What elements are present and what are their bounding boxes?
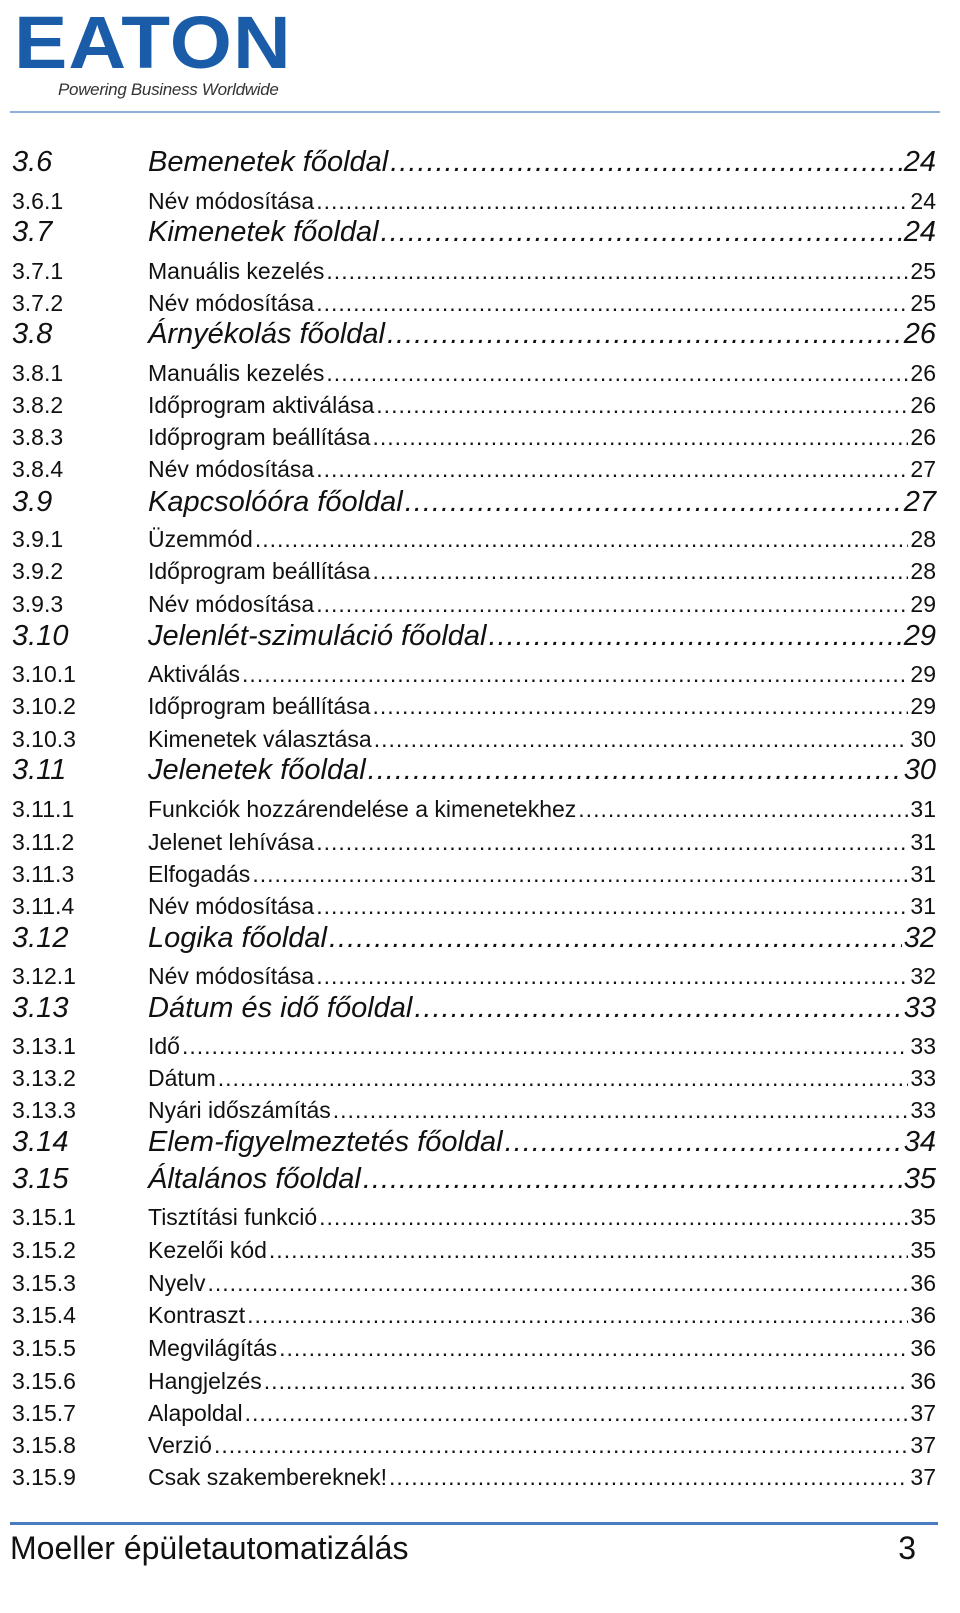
toc-page-number: 35 (910, 1237, 936, 1263)
toc-entry[interactable] (12, 591, 936, 621)
footer-title: Moeller épületautomatizálás (10, 1530, 409, 1566)
toc-leader-dots (381, 216, 902, 249)
toc-number: 3.15.5 (12, 1335, 76, 1361)
toc-leader-dots (372, 424, 908, 451)
toc-title: Tisztítási funkció (148, 1204, 318, 1230)
toc-number: 3.15.2 (12, 1237, 76, 1263)
toc-entry[interactable] (12, 1368, 936, 1398)
toc-entry[interactable] (12, 661, 936, 691)
toc-title: Dátum és idő főoldal (148, 992, 413, 1024)
toc-page-number: 31 (910, 829, 936, 855)
toc-title: Aktiválás (148, 661, 241, 687)
toc-page-number: 34 (903, 1126, 936, 1158)
toc-leader-dots (405, 486, 902, 519)
page-header (0, 0, 960, 116)
toc-leader-dots (387, 318, 902, 351)
toc-page-number: 29 (910, 661, 936, 687)
toc-title: Kapcsolóóra főoldal (148, 486, 403, 518)
toc-leader-dots (389, 1464, 908, 1491)
toc-leader-dots (316, 456, 908, 483)
toc-title: Név módosítása (148, 963, 315, 989)
toc-title: Idő (148, 1033, 180, 1059)
toc-entry[interactable] (12, 893, 936, 923)
toc-number: 3.13 (12, 992, 69, 1024)
toc-page-number: 36 (910, 1302, 936, 1328)
toc-page-number: 26 (903, 318, 936, 350)
toc-title: Dátum (148, 1065, 216, 1091)
toc-title: Kimenetek főoldal (148, 216, 379, 248)
toc-leader-dots (264, 1368, 909, 1395)
toc-title: Árnyékolás főoldal (148, 318, 385, 350)
toc-page-number: 24 (903, 216, 936, 248)
toc-number: 3.8.4 (12, 456, 64, 482)
toc-entry[interactable] (12, 1400, 936, 1430)
toc-leader-dots (326, 258, 908, 285)
toc-page-number: 26 (910, 360, 936, 386)
toc-title: Jelenet lehívása (148, 829, 315, 855)
toc-number: 3.9.3 (12, 591, 64, 617)
toc-entry[interactable] (12, 424, 936, 454)
toc-number: 3.7.2 (12, 290, 64, 316)
toc-entry[interactable] (12, 754, 936, 790)
toc-entry[interactable] (12, 318, 936, 354)
toc-leader-dots (578, 796, 908, 823)
toc-title: Jelenlét-szimuláció főoldal (148, 620, 487, 652)
toc-page-number: 29 (903, 620, 936, 652)
toc-number: 3.15.9 (12, 1464, 76, 1490)
toc-title: Hangjelzés (148, 1368, 262, 1394)
toc-leader-dots (316, 829, 908, 856)
toc-page-number: 37 (910, 1400, 936, 1426)
toc-leader-dots (182, 1033, 908, 1060)
toc-title: Időprogram aktiválása (148, 392, 375, 418)
toc-number: 3.11 (12, 754, 67, 786)
toc-leader-dots (363, 1163, 902, 1196)
toc-title: Verzió (148, 1432, 212, 1458)
toc-page-number: 36 (910, 1270, 936, 1296)
toc-number: 3.11.4 (12, 893, 75, 919)
toc-title: Név módosítása (148, 188, 315, 214)
toc-entry[interactable] (12, 1237, 936, 1267)
toc-leader-dots (372, 693, 908, 720)
toc-page-number: 26 (910, 424, 936, 450)
toc-entry[interactable] (12, 1335, 936, 1365)
toc-number: 3.15.3 (12, 1270, 76, 1296)
toc-title: Nyelv (148, 1270, 206, 1296)
toc-number: 3.10.1 (12, 661, 76, 687)
toc-entry[interactable] (12, 796, 936, 826)
toc-page-number: 24 (910, 188, 936, 214)
toc-entry[interactable] (12, 1033, 936, 1063)
toc-leader-dots (316, 963, 908, 990)
toc-page-number: 35 (903, 1163, 936, 1195)
toc-number: 3.13.1 (12, 1033, 76, 1059)
toc-leader-dots (374, 726, 909, 753)
logo-tagline: Powering Business Worldwide (58, 80, 279, 99)
toc-title: Manuális kezelés (148, 360, 325, 386)
toc-number: 3.9 (12, 486, 53, 518)
toc-number: 3.8.3 (12, 424, 64, 450)
toc-title: Nyári időszámítás (148, 1097, 331, 1123)
toc-page-number: 25 (910, 258, 936, 284)
toc-title: Funkciók hozzárendelése a kimenetekhez (148, 796, 577, 822)
toc-number: 3.6.1 (12, 188, 64, 214)
toc-page-number: 25 (910, 290, 936, 316)
header-divider (10, 111, 940, 113)
toc-page-number: 26 (910, 392, 936, 418)
toc-number: 3.10 (12, 620, 69, 652)
toc-number: 3.8 (12, 318, 53, 350)
toc-number: 3.15.6 (12, 1368, 76, 1394)
toc-title: Időprogram beállítása (148, 558, 371, 584)
toc-entry[interactable] (12, 1126, 936, 1162)
toc-entry[interactable] (12, 1432, 936, 1462)
toc-leader-dots (269, 1237, 908, 1264)
toc-page-number: 32 (910, 963, 936, 989)
toc-page-number: 36 (910, 1368, 936, 1394)
toc-page-number: 29 (910, 693, 936, 719)
toc-page-number: 28 (910, 558, 936, 584)
toc-page-number: 29 (910, 591, 936, 617)
toc-page-number: 28 (910, 526, 936, 552)
toc-entry[interactable] (12, 1097, 936, 1127)
toc-page-number: 31 (910, 861, 936, 887)
toc-page-number: 33 (910, 1065, 936, 1091)
toc-number: 3.9.1 (12, 526, 64, 552)
toc-page-number: 36 (910, 1335, 936, 1361)
toc-leader-dots (214, 1432, 908, 1459)
toc-entry[interactable] (12, 456, 936, 486)
toc-title: Logika főoldal (148, 922, 327, 954)
toc-title: Név módosítása (148, 290, 315, 316)
toc-entry[interactable] (12, 992, 936, 1028)
toc-leader-dots (390, 146, 902, 179)
toc-number: 3.6 (12, 146, 53, 178)
toc-entry[interactable] (12, 1163, 936, 1199)
toc-title: Kimenetek választása (148, 726, 372, 752)
toc-leader-dots (319, 1204, 908, 1231)
toc-title: Név módosítása (148, 456, 315, 482)
toc-entry[interactable] (12, 829, 936, 859)
toc-leader-dots (414, 992, 901, 1025)
toc-entry[interactable] (12, 1065, 936, 1095)
toc-title: Név módosítása (148, 591, 315, 617)
toc-page-number: 31 (910, 893, 936, 919)
toc-leader-dots (279, 1335, 908, 1362)
toc-title: Időprogram beállítása (148, 424, 371, 450)
toc-entry[interactable] (12, 693, 936, 723)
toc-number: 3.11.1 (12, 796, 75, 822)
toc-leader-dots (316, 290, 908, 317)
toc-title: Alapoldal (148, 1400, 243, 1426)
toc-entry[interactable] (12, 1204, 936, 1234)
toc-entry[interactable] (12, 188, 936, 218)
footer-divider (10, 1522, 938, 1525)
toc-title: Elfogadás (148, 861, 251, 887)
toc-page-number: 30 (903, 754, 936, 786)
toc-leader-dots (368, 754, 902, 787)
toc-page-number: 31 (910, 796, 936, 822)
toc-number: 3.15.8 (12, 1432, 76, 1458)
toc-number: 3.13.3 (12, 1097, 76, 1123)
toc-number: 3.8.2 (12, 392, 64, 418)
toc-title: Megvilágítás (148, 1335, 278, 1361)
toc-leader-dots (376, 392, 908, 419)
toc-page-number: 33 (903, 992, 936, 1024)
toc-number: 3.11.2 (12, 829, 75, 855)
toc-page-number: 27 (910, 456, 936, 482)
toc-entry[interactable] (12, 486, 936, 522)
toc-page-number: 37 (910, 1432, 936, 1458)
toc-leader-dots (218, 1065, 909, 1092)
toc-title: Kontraszt (148, 1302, 246, 1328)
toc-entry[interactable] (12, 392, 936, 422)
toc-leader-dots (208, 1270, 909, 1297)
toc-title: Üzemmód (148, 526, 253, 552)
toc-title: Manuális kezelés (148, 258, 325, 284)
toc-entry[interactable] (12, 620, 936, 656)
toc-leader-dots (372, 558, 908, 585)
toc-number: 3.15 (12, 1163, 69, 1195)
toc-title: Név módosítása (148, 893, 315, 919)
toc-title: Elem-figyelmeztetés főoldal (148, 1126, 503, 1158)
toc-leader-dots (489, 620, 902, 653)
toc-page-number: 35 (910, 1204, 936, 1230)
toc-page-number: 33 (910, 1033, 936, 1059)
toc-number: 3.11.3 (12, 861, 75, 887)
toc-page-number: 32 (903, 922, 936, 954)
toc-number: 3.13.2 (12, 1065, 76, 1091)
toc-leader-dots (333, 1097, 909, 1124)
toc-title: Kezelői kód (148, 1237, 267, 1263)
toc-leader-dots (242, 661, 908, 688)
toc-number: 3.12.1 (12, 963, 76, 989)
toc-entry[interactable] (12, 861, 936, 891)
toc-leader-dots (316, 188, 908, 215)
toc-leader-dots (245, 1400, 909, 1427)
toc-page-number: 33 (910, 1097, 936, 1123)
toc-leader-dots (326, 360, 908, 387)
toc-entry[interactable] (12, 290, 936, 320)
toc-page-number: 30 (910, 726, 936, 752)
toc-number: 3.15.7 (12, 1400, 76, 1426)
toc-leader-dots (255, 526, 909, 553)
toc-title: Általános főoldal (148, 1163, 361, 1195)
toc-leader-dots (316, 591, 908, 618)
toc-entry[interactable] (12, 963, 936, 993)
toc-number: 3.10.2 (12, 693, 76, 719)
toc-title: Időprogram beállítása (148, 693, 371, 719)
page-number: 3 (898, 1530, 916, 1566)
toc-entry[interactable] (12, 360, 936, 390)
toc-entry[interactable] (12, 1270, 936, 1300)
toc-number: 3.8.1 (12, 360, 64, 386)
toc-entry[interactable] (12, 146, 936, 182)
toc-entry[interactable] (12, 726, 936, 756)
toc-number: 3.15.4 (12, 1302, 76, 1328)
toc-entry[interactable] (12, 1464, 936, 1494)
toc-number: 3.15.1 (12, 1204, 76, 1230)
toc-number: 3.14 (12, 1126, 69, 1158)
toc-number: 3.7 (12, 216, 53, 248)
toc-title: Jelenetek főoldal (148, 754, 366, 786)
toc-entry[interactable] (12, 526, 936, 556)
toc-entry[interactable] (12, 922, 936, 958)
toc-title: Bemenetek főoldal (148, 146, 389, 178)
eaton-logo: EATON (14, 1, 292, 84)
toc-leader-dots (505, 1126, 902, 1159)
toc-number: 3.10.3 (12, 726, 76, 752)
toc-number: 3.7.1 (12, 258, 64, 284)
toc-entry[interactable] (12, 258, 936, 288)
toc-leader-dots (247, 1302, 908, 1329)
toc-entry[interactable] (12, 1302, 936, 1332)
toc-leader-dots (329, 922, 902, 955)
toc-leader-dots (316, 893, 908, 920)
toc-page-number: 27 (903, 486, 936, 518)
toc-entry[interactable] (12, 216, 936, 252)
toc-number: 3.9.2 (12, 558, 64, 584)
toc-title: Csak szakembereknek! (148, 1464, 388, 1490)
toc-leader-dots (252, 861, 908, 888)
toc-page-number: 37 (910, 1464, 936, 1490)
toc-number: 3.12 (12, 922, 69, 954)
toc-page-number: 24 (903, 146, 936, 178)
toc-entry[interactable] (12, 558, 936, 588)
